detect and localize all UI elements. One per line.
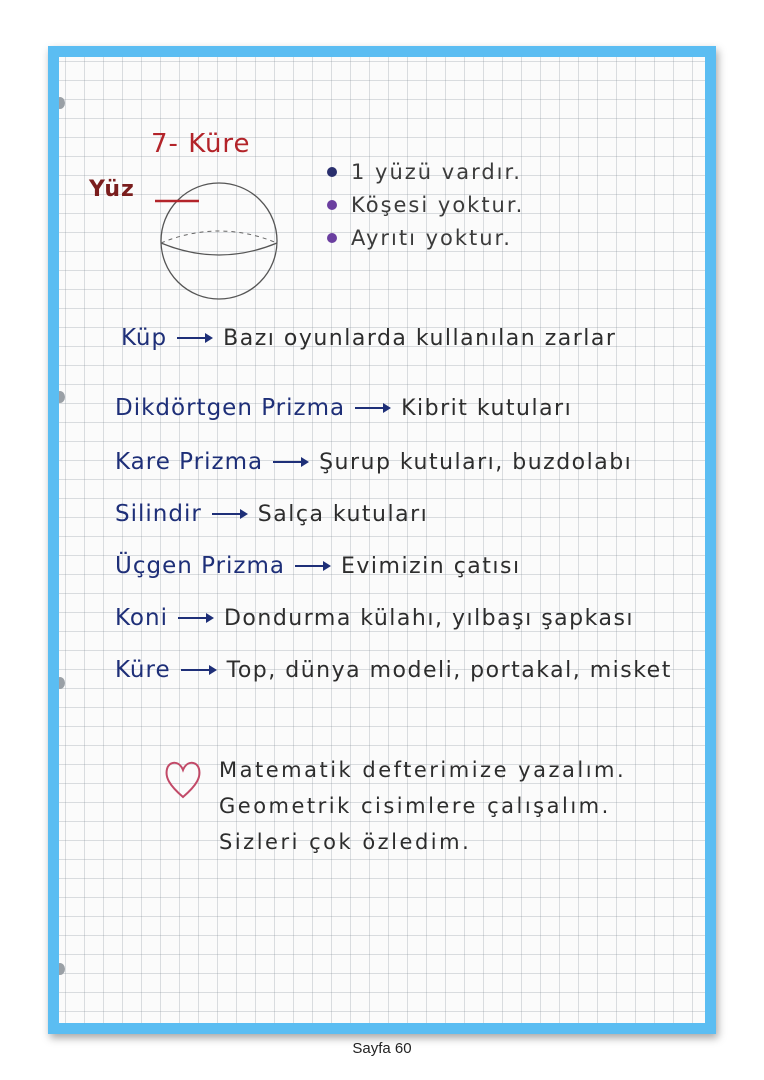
example-text: Kibrit kutuları bbox=[401, 395, 573, 421]
note-line: Sizleri çok özledim. bbox=[219, 830, 472, 854]
arrow-right-icon bbox=[179, 663, 219, 677]
property-item bbox=[327, 188, 524, 221]
sphere-properties-list bbox=[327, 155, 524, 254]
arrow-right-icon bbox=[271, 455, 311, 469]
example-row-cone bbox=[115, 605, 634, 631]
binder-hole bbox=[59, 97, 65, 109]
note-line: Matematik defterimize yazalım. bbox=[219, 758, 627, 782]
property-text: Köşesi yoktur. bbox=[351, 192, 525, 217]
property-text: 1 yüzü vardır. bbox=[351, 159, 522, 184]
solid-name: Kare Prizma bbox=[115, 449, 264, 475]
notebook-page-frame bbox=[48, 46, 716, 1034]
example-row-cube bbox=[121, 325, 616, 351]
closing-notes bbox=[219, 752, 626, 860]
arrow-right-icon bbox=[210, 507, 250, 521]
arrow-right-icon bbox=[175, 331, 215, 345]
face-label: Yüz bbox=[89, 177, 135, 202]
property-text: Ayrıtı yoktur. bbox=[351, 225, 512, 250]
solid-name: Koni bbox=[115, 605, 168, 631]
binder-hole bbox=[59, 391, 65, 403]
example-text: Şurup kutuları, buzdolabı bbox=[319, 449, 633, 475]
example-text: Salça kutuları bbox=[257, 501, 429, 527]
sphere-drawing bbox=[155, 179, 285, 303]
note-line: Geometrik cisimlere çalışalım. bbox=[219, 794, 611, 818]
arrow-right-icon bbox=[293, 559, 333, 573]
grid-paper bbox=[59, 57, 705, 1023]
page-number: Sayfa 60 bbox=[352, 1040, 412, 1057]
solid-name: Üçgen Prizma bbox=[115, 553, 286, 579]
example-text: Dondurma külahı, yılbaşı şapkası bbox=[223, 605, 635, 631]
solid-name: Silindir bbox=[115, 501, 202, 527]
arrow-right-icon bbox=[176, 611, 216, 625]
bullet-dot bbox=[327, 233, 337, 243]
example-row-triangular-prism bbox=[115, 553, 521, 579]
example-row-square-prism bbox=[115, 449, 632, 475]
solid-name: Dikdörtgen Prizma bbox=[115, 395, 346, 421]
binder-hole bbox=[59, 963, 65, 975]
bullet-dot bbox=[327, 200, 337, 210]
example-row-cylinder bbox=[115, 501, 428, 527]
bullet-dot bbox=[327, 167, 337, 177]
example-row-sphere bbox=[115, 657, 672, 683]
example-text: Top, dünya modeli, portakal, misket bbox=[226, 657, 672, 683]
example-text: Bazı oyunlarda kullanılan zarlar bbox=[223, 325, 617, 351]
solid-name: Küp bbox=[121, 325, 168, 351]
section-title: 7- Küre bbox=[151, 129, 251, 159]
heart-icon bbox=[163, 757, 203, 801]
example-text: Evimizin çatısı bbox=[341, 553, 521, 579]
arrow-right-icon bbox=[353, 401, 393, 415]
example-row-rectangular-prism bbox=[115, 395, 572, 421]
property-item bbox=[327, 221, 524, 254]
binder-hole bbox=[59, 677, 65, 689]
property-item bbox=[327, 155, 524, 188]
solid-name: Küre bbox=[115, 657, 171, 683]
